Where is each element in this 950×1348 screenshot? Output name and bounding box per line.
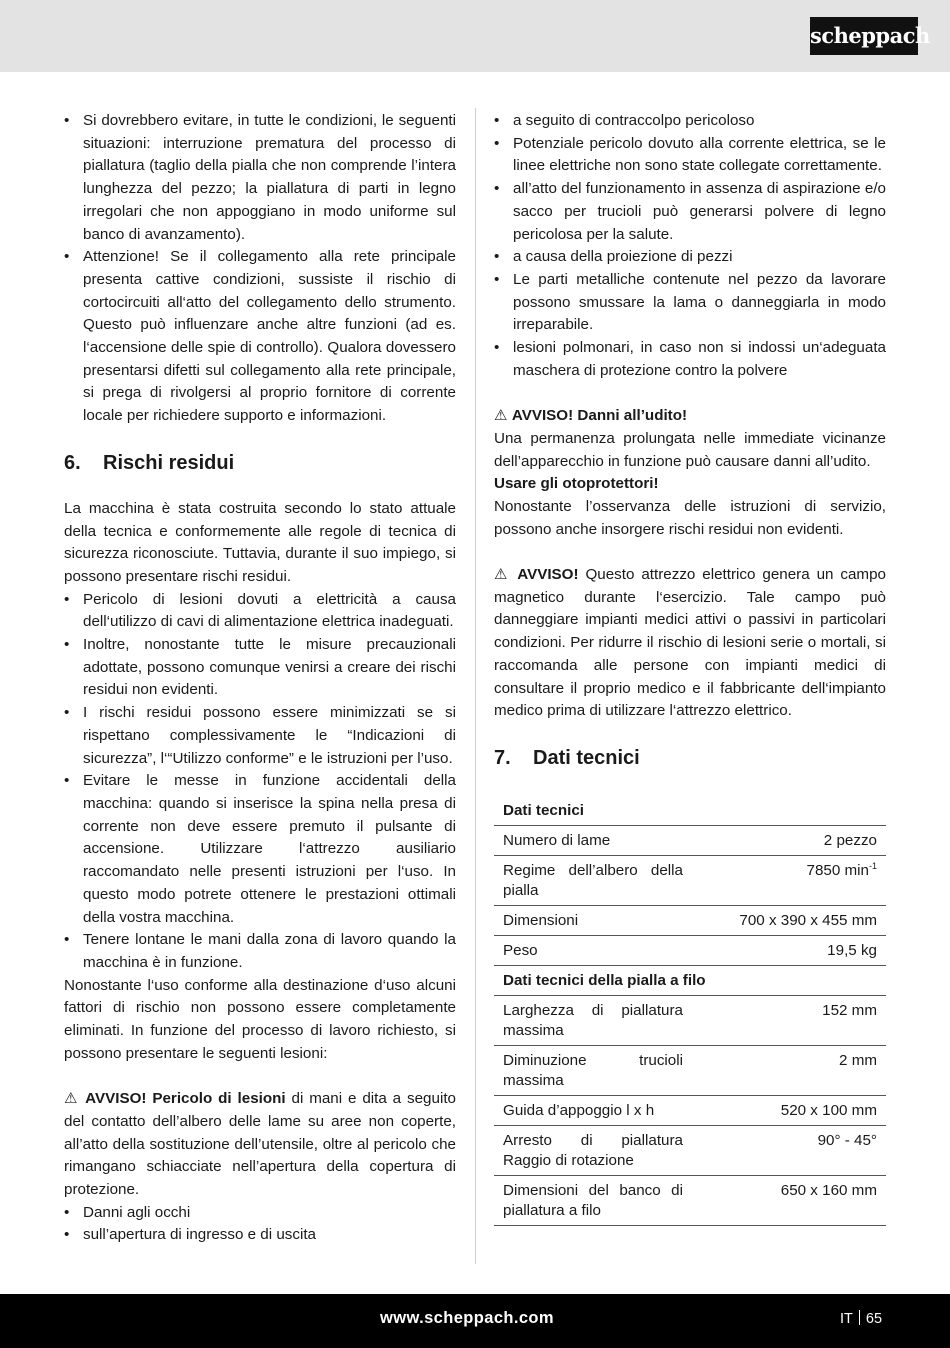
list-item: • Inoltre, nonostante tutte le misure precauzionali adottate, possono comunque venirsi a creare dei rischi residui non evidenti. xyxy=(64,634,456,702)
spec-label: Larghezza di piallatura massima xyxy=(494,995,692,1045)
table-row xyxy=(494,1045,886,1095)
spec-value: 90° - 45° xyxy=(692,1125,886,1175)
list-item: • lesioni polmonari, in caso non si indossi un‘adeguata maschera di protezione contro la polvere xyxy=(494,337,886,382)
spec-value: 520 x 100 mm xyxy=(692,1095,886,1125)
warning-paragraph xyxy=(64,1088,456,1202)
warning-triangle-icon: ⚠ xyxy=(494,566,511,584)
paragraph: Nonostante l’osservanza delle istruzioni di servizio, possono anche insorgere rischi residui non evidenti. xyxy=(494,497,886,538)
bullet-list xyxy=(64,1202,456,1247)
list-item: • Evitare le messe in funzione accidentali della macchina: quando si inserisce la spina nella presa di corrente non deve essere premuto il pulsante di accensione. Utilizzare l‘attrezzo ausiliario raccomandato nelle presenti istruzioni per l‘uso. In questo modo potrete ottenere le prestazioni ottimali della vostra macchina. xyxy=(64,770,456,929)
spec-label: Peso xyxy=(494,935,692,965)
table-header-row xyxy=(494,965,886,995)
table-header: Dati tecnici xyxy=(494,796,886,826)
section-number: 6. xyxy=(64,451,81,474)
list-item: • Si dovrebbero evitare, in tutte le condizioni, le seguenti situazioni: interruzione prematura del processo di piallatura (taglio della pialla che non comprende l’intera lunghezza del pezzo; la piallatura di parti in legno irregolari che non appoggiano in modo uniforme sul banco di avanzamento). xyxy=(64,110,456,246)
table-row xyxy=(494,1125,886,1175)
website-link[interactable]: www.scheppach.com xyxy=(380,1309,554,1327)
table-row xyxy=(494,905,886,935)
spec-label: Dimensioni del banco di piallatura a filo xyxy=(494,1175,692,1225)
spec-label: Arresto di piallatura Raggio di rotazione xyxy=(494,1125,692,1175)
list-item: • Le parti metalliche contenute nel pezzo da lavorare possono smussare la lama o danneggiarla in modo irreparabile. xyxy=(494,269,886,337)
spec-value-exponent: -1 xyxy=(868,860,877,871)
paragraph: Nonostante l‘uso conforme alla destinazione d‘uso alcuni fattori di rischio non possono essere completamente eliminati. In funzione del processo di lavoro richiesto, si possono presentare le seguenti lesioni: xyxy=(64,976,456,1062)
spec-table xyxy=(494,796,886,1226)
warning-label: AVVISO! Pericolo di lesioni xyxy=(85,1090,286,1108)
spec-label: Dimensioni xyxy=(494,905,692,935)
section-title: Dati tecnici xyxy=(533,746,640,769)
spec-label: Regime dell’albero della pialla xyxy=(494,855,692,905)
list-item: • Tenere lontane le mani dalla zona di lavoro quando la macchina è in funzione. xyxy=(64,929,456,974)
spec-value xyxy=(692,855,886,905)
list-item: • I rischi residui possono essere minimizzati se si rispettano complessivamente le “Indicazioni di sicurezza”, l‘“Utilizzo conforme” e le istruzioni per l’uso. xyxy=(64,702,456,770)
spec-value: 2 pezzo xyxy=(692,825,886,855)
bullet-list xyxy=(64,110,456,428)
paragraph: Una permanenza prolungata nelle immediate vicinanze dell’apparecchio in funzione può causare danni all’udito. xyxy=(494,429,886,470)
column-divider xyxy=(475,108,476,1264)
warning-text: Questo attrezzo elettrico genera un campo magnetico durante l‘esercizio. Tale campo può danneggiare impianti medici attivi o passivi in particolari condizioni. Per ridurre il rischio di lesioni serie o mortali, si raccomanda alle persone con impianti medici di consultare il proprio medico e il fabbricante dell‘impianto medico prima di utilizzare l‘attrezzo elettrico. xyxy=(494,566,886,720)
warning-triangle-icon: ⚠ xyxy=(494,407,508,425)
language-code: IT xyxy=(840,1311,853,1327)
left-column xyxy=(64,110,456,1247)
section-heading-7 xyxy=(494,744,886,772)
table-row xyxy=(494,995,886,1045)
list-item: • sull’apertura di ingresso e di uscita xyxy=(64,1224,456,1247)
page-header xyxy=(0,0,950,72)
spec-value: 152 mm xyxy=(692,995,886,1045)
section-title: Rischi residui xyxy=(103,451,235,474)
table-row xyxy=(494,1095,886,1125)
table-row xyxy=(494,1175,886,1225)
list-item: • a seguito di contraccolpo pericoloso xyxy=(494,110,886,133)
table-header-row xyxy=(494,796,886,826)
spec-label: Numero di lame xyxy=(494,825,692,855)
warning-triangle-icon: ⚠ xyxy=(64,1090,80,1108)
bullet-list xyxy=(494,110,886,382)
warning-subtitle: Usare gli otoprotettori! xyxy=(494,475,659,493)
page-number xyxy=(840,1310,882,1327)
page-number-value: 65 xyxy=(865,1311,883,1327)
table-row xyxy=(494,935,886,965)
warning-title xyxy=(494,405,886,428)
warning-label: AVVISO! xyxy=(517,566,579,584)
warning-paragraph xyxy=(494,564,886,723)
spec-value: 19,5 kg xyxy=(692,935,886,965)
list-item: • Potenziale pericolo dovuto alla corrente elettrica, se le linee elettriche non sono state collegate correttamente. xyxy=(494,133,886,178)
list-item: • Attenzione! Se il collegamento alla rete principale presenta cattive condizioni, sussiste il rischio di cortocircuiti all‘atto del collegamento dello strumento. Questo può influenzare anche altre funzioni (ad es. l‘accensione delle spie di controllo). Qualora dovessero presentarsi difetti sul collegamento alla rete principale, si prega di rivolgersi al proprio fornitore di corrente locale per richiedere supporto e informazioni. xyxy=(64,246,456,428)
warning-label: AVVISO! Danni all’udito! xyxy=(511,407,688,425)
section-heading-6 xyxy=(64,449,456,477)
section-number: 7. xyxy=(494,746,511,769)
spec-value: 650 x 160 mm xyxy=(692,1175,886,1225)
list-item: • Danni agli occhi xyxy=(64,1202,456,1225)
table-row xyxy=(494,855,886,905)
scheppach-logo: scheppach xyxy=(810,17,918,55)
table-header: Dati tecnici della pialla a filo xyxy=(494,965,886,995)
warning-text: di mani e dita a seguito del contatto dell’albero delle lame su aree non coperte, all’atto della sostituzione dell’utensile, oltre al pericolo che rimangano schiacciate nell’apertura della copertura di protezione. xyxy=(64,1090,456,1198)
right-column xyxy=(494,110,886,1226)
spec-value: 2 mm xyxy=(692,1045,886,1095)
list-item: • all’atto del funzionamento in assenza di aspirazione e/o sacco per trucioli può generarsi polvere di legno pericolosa per la salute. xyxy=(494,178,886,246)
bullet-list xyxy=(64,589,456,975)
spec-value: 700 x 390 x 455 mm xyxy=(692,905,886,935)
paragraph: La macchina è stata costruita secondo lo stato attuale della tecnica e conformemente alle regole di tecnica di sicurezza riconosciute. Tuttavia, durante il suo impiego, si possono presentare rischi residui. xyxy=(64,499,456,585)
list-item: • Pericolo di lesioni dovuti a elettricità a causa dell‘utilizzo di cavi di alimentazione elettrica inadeguati. xyxy=(64,589,456,634)
page-footer xyxy=(0,1294,950,1348)
table-row xyxy=(494,825,886,855)
spec-label: Guida d’appoggio l x h xyxy=(494,1095,692,1125)
list-item: • a causa della proiezione di pezzi xyxy=(494,246,886,269)
spec-label: Diminuzione trucioli massima xyxy=(494,1045,692,1095)
spec-value-number: 7850 min xyxy=(806,861,869,879)
